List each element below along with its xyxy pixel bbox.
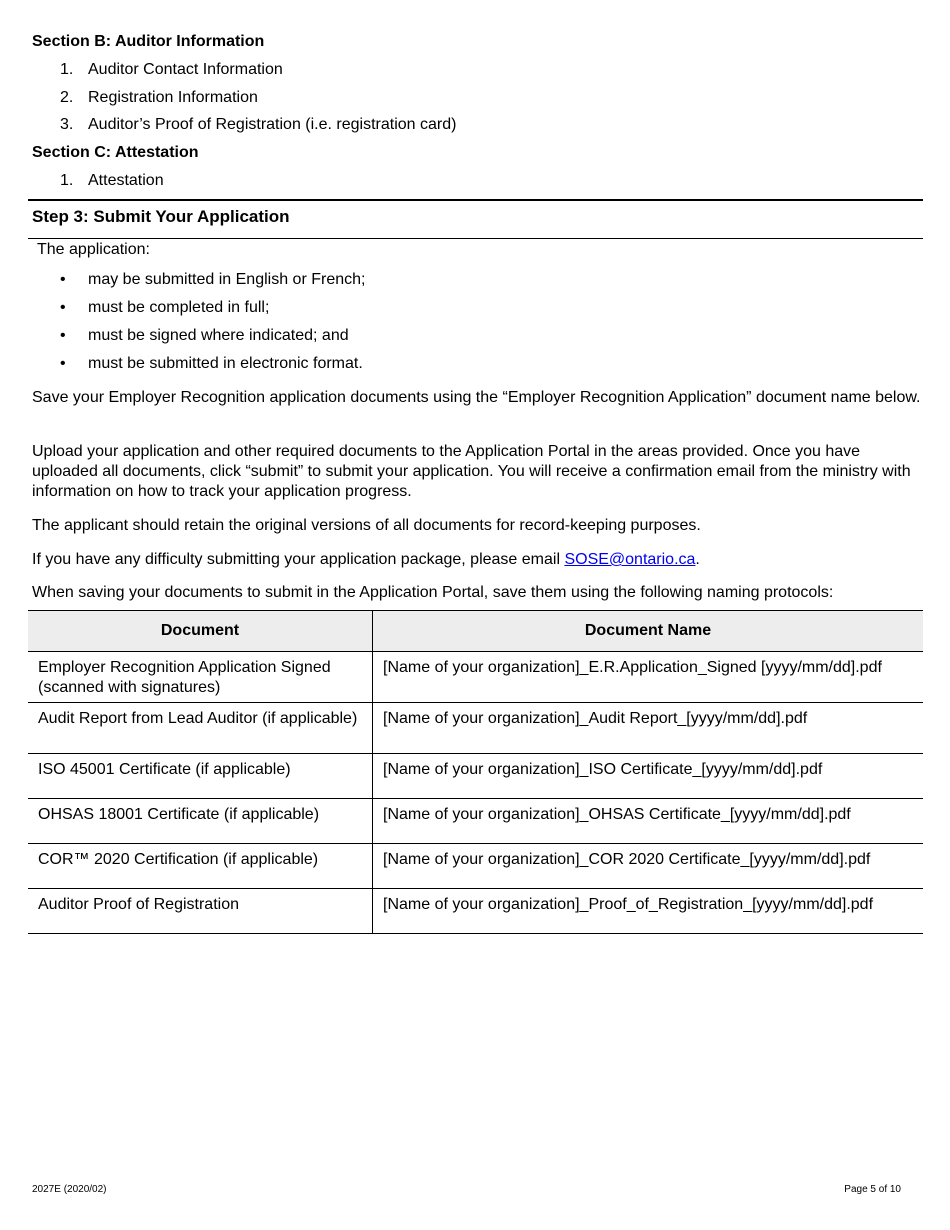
bullet-text: must be signed where indicated; and [88, 327, 349, 344]
bullet-icon: • [60, 271, 66, 288]
bullet-text: must be submitted in electronic format. [88, 355, 363, 372]
document-cell: ISO 45001 Certificate (if applicable) [28, 754, 373, 799]
item-number: 3. [60, 116, 74, 133]
bullet-icon: • [60, 327, 66, 344]
contact-text: If you have any difficulty submitting your application package, please email [32, 551, 565, 568]
item-number: 1. [60, 61, 74, 78]
paragraph-retain: The applicant should retain the original versions of all documents for record-keeping purposes. [32, 517, 701, 534]
document-name-cell: [Name of your organization]_COR 2020 Certificate_[yyyy/mm/dd].pdf [373, 844, 924, 889]
bullet-item [60, 299, 269, 317]
item-number: 2. [60, 89, 74, 106]
item-label: Registration Information [88, 89, 258, 106]
page-number: Page 5 of 10 [844, 1184, 901, 1195]
divider [28, 199, 923, 201]
email-link[interactable]: SOSE@ontario.ca [564, 551, 696, 568]
bullet-icon: • [60, 355, 66, 372]
table-row [28, 754, 923, 799]
document-cell: OHSAS 18001 Certificate (if applicable) [28, 799, 373, 844]
bullet-item [60, 355, 363, 373]
bullet-text: may be submitted in English or French; [88, 271, 366, 288]
divider [28, 238, 923, 239]
document-cell: COR™ 2020 Certification (if applicable) [28, 844, 373, 889]
step3-heading: Step 3: Submit Your Application [32, 207, 290, 226]
table-row [28, 844, 923, 889]
document-name-cell: [Name of your organization]_OHSAS Certificate_[yyyy/mm/dd].pdf [373, 799, 924, 844]
list-item [60, 89, 258, 107]
bullet-text: must be completed in full; [88, 299, 270, 316]
document-cell: Auditor Proof of Registration [28, 889, 373, 934]
document-cell: Employer Recognition Application Signed (scanned with signatures) [28, 652, 373, 703]
item-label: Auditor’s Proof of Registration (i.e. registration card) [88, 116, 457, 133]
table-row [28, 889, 923, 934]
naming-table [28, 610, 923, 934]
form-id: 2027E (2020/02) [32, 1184, 107, 1195]
item-number: 1. [60, 172, 74, 189]
bullet-icon: • [60, 299, 66, 316]
list-item [60, 61, 283, 79]
bullet-item [60, 327, 349, 345]
contact-suffix: . [695, 551, 700, 568]
document-name-cell: [Name of your organization]_Audit Report_[yyyy/mm/dd].pdf [373, 703, 924, 754]
list-item [60, 116, 456, 134]
document-cell: Audit Report from Lead Auditor (if applicable) [28, 703, 373, 754]
table-row [28, 799, 923, 844]
application-lead: The application: [37, 241, 150, 258]
document-name-cell: [Name of your organization]_ISO Certificate_[yyyy/mm/dd].pdf [373, 754, 924, 799]
document-name-cell: [Name of your organization]_Proof_of_Registration_[yyyy/mm/dd].pdf [373, 889, 924, 934]
paragraph-contact [32, 550, 922, 570]
table-row [28, 703, 923, 754]
table-header-row [28, 611, 923, 652]
table-row [28, 652, 923, 703]
item-label: Auditor Contact Information [88, 61, 283, 78]
paragraph-naming: When saving your documents to submit in the Application Portal, save them using the following naming protocols: [32, 584, 834, 601]
list-item [60, 172, 164, 190]
section-b-heading: Section B: Auditor Information [32, 33, 265, 50]
paragraph-save: Save your Employer Recognition application documents using the “Employer Recognition Application” document name below. [32, 389, 921, 406]
item-label: Attestation [88, 172, 164, 189]
document-name-cell: [Name of your organization]_E.R.Application_Signed [yyyy/mm/dd].pdf [373, 652, 924, 703]
bullet-item [60, 271, 365, 289]
section-c-heading: Section C: Attestation [32, 144, 199, 161]
column-header-document-name: Document Name [373, 611, 924, 652]
column-header-document: Document [28, 611, 373, 652]
paragraph-upload: Upload your application and other required documents to the Application Portal in the areas provided. Once you have uploaded all documents, click “submit” to submit your application. You will receive a confirmation email from the ministry with information on how to track your application progress. [32, 443, 911, 500]
